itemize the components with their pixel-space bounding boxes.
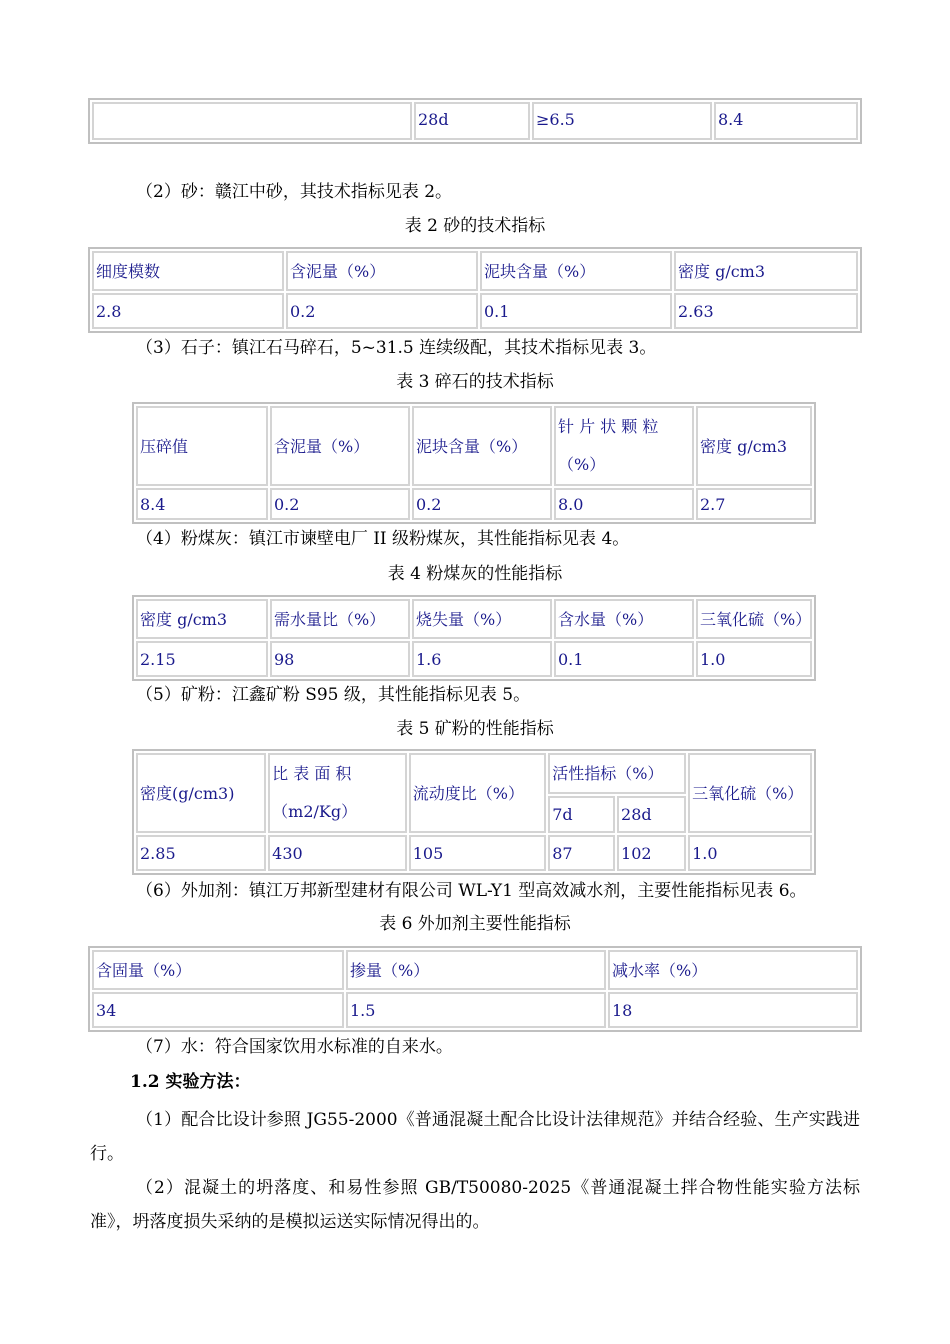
table4-header: 含水量（%） [554, 599, 694, 639]
table5-header-density: 密度(g/cm3) [136, 753, 266, 833]
table1-cell: ≥6.5 [532, 102, 712, 140]
table3-cell: 8.4 [136, 488, 268, 520]
table4-header: 密度 g/cm3 [136, 599, 268, 639]
paragraph-method-2 [90, 1171, 860, 1239]
table2-header: 密度 g/cm3 [674, 251, 858, 291]
table5-header-area: 比 表 面 积 （m2/Kg） [268, 753, 407, 833]
paragraph-water: （7）水：符合国家饮用水标准的自来水。 [136, 1037, 453, 1057]
table5-header-28d: 28d [617, 796, 686, 833]
paragraph-slag: （5）矿粉：江鑫矿粉 S95 级，其性能指标见表 5。 [136, 685, 531, 705]
table2 [88, 247, 862, 333]
table3-cell: 8.0 [554, 488, 694, 520]
table5-cell: 105 [409, 835, 546, 871]
table5-cell: 87 [548, 835, 615, 871]
table3-header: 泥块含量（%） [412, 406, 552, 486]
table3-header: 密度 g/cm3 [696, 406, 812, 486]
table4-cell: 1.0 [696, 641, 812, 677]
table5-header-flow: 流动度比（%） [409, 753, 546, 833]
table6-header: 含固量（%） [92, 950, 344, 990]
table3-caption: 表 3 碎石的技术指标 [396, 372, 554, 392]
table2-cell: 2.8 [92, 293, 284, 329]
table1-cell: 8.4 [714, 102, 858, 140]
table4-header: 三氧化硫（%） [696, 599, 812, 639]
table6 [88, 946, 862, 1032]
table1-cell [92, 102, 412, 140]
table5-caption: 表 5 矿粉的性能指标 [396, 719, 554, 739]
section-heading: 1.2 实验方法： [130, 1072, 251, 1092]
table6-cell: 1.5 [346, 992, 606, 1028]
paragraph-method-2-text: （2）混凝土的坍落度、和易性参照 GB/T50080-2025《普通混凝土拌合物性能实验方法标准》，坍落度损失采纳的是模拟运送实际情况得出的。 [90, 1178, 860, 1232]
table2-cell: 0.2 [286, 293, 478, 329]
table2-header: 含泥量（%） [286, 251, 478, 291]
table3 [132, 402, 816, 524]
table6-cell: 34 [92, 992, 344, 1028]
table4-cell: 1.6 [412, 641, 552, 677]
table2-header: 细度模数 [92, 251, 284, 291]
table6-caption: 表 6 外加剂主要性能指标 [379, 914, 571, 934]
table5-cell: 1.0 [688, 835, 812, 871]
table2-caption: 表 2 砂的技术指标 [404, 216, 546, 236]
table3-cell: 0.2 [412, 488, 552, 520]
paragraph-sand: （2）砂：赣江中砂，其技术指标见表 2。 [136, 182, 453, 202]
table3-header: 含泥量（%） [270, 406, 410, 486]
table3-cell: 2.7 [696, 488, 812, 520]
paragraph-flyash: （4）粉煤灰：镇江市谏壁电厂 II 级粉煤灰，其性能指标见表 4。 [136, 529, 630, 549]
table2-cell: 2.63 [674, 293, 858, 329]
paragraph-admixture: （6）外加剂：镇江万邦新型建材有限公司 WL-Y1 型高效减水剂，主要性能指标见表 6。 [136, 881, 807, 901]
table4-header: 需水量比（%） [270, 599, 410, 639]
table2-cell: 0.1 [480, 293, 672, 329]
table6-header: 减水率（%） [608, 950, 858, 990]
table4-cell: 2.15 [136, 641, 268, 677]
table5-cell: 2.85 [136, 835, 266, 871]
table4-cell: 0.1 [554, 641, 694, 677]
table5-header-7d: 7d [548, 796, 615, 833]
paragraph-stone: （3）石子：镇江石马碎石，5~31.5 连续级配，其技术指标见表 3。 [136, 338, 657, 358]
table3-header: 针 片 状 颗 粒（%） [554, 406, 694, 486]
table5-header-so3: 三氧化硫（%） [688, 753, 812, 833]
table5-header-activity: 活性指标（%） [548, 753, 686, 794]
table1-tail [88, 98, 862, 144]
table2-header: 泥块含量（%） [480, 251, 672, 291]
table5-cell: 430 [268, 835, 407, 871]
paragraph-method-1 [90, 1103, 860, 1171]
table3-cell: 0.2 [270, 488, 410, 520]
table1-cell: 28d [414, 102, 530, 140]
table4-caption: 表 4 粉煤灰的性能指标 [387, 564, 563, 584]
table4 [132, 595, 816, 681]
table5 [132, 749, 816, 875]
table5-cell: 102 [617, 835, 686, 871]
table4-header: 烧失量（%） [412, 599, 552, 639]
paragraph-method-1-text: （1）配合比设计参照 JG55-2000《普通混凝土配合比设计法律规范》并结合经验、生产实践进行。 [90, 1110, 860, 1164]
table4-cell: 98 [270, 641, 410, 677]
table6-cell: 18 [608, 992, 858, 1028]
table6-header: 掺量（%） [346, 950, 606, 990]
table3-header: 压碎值 [136, 406, 268, 486]
